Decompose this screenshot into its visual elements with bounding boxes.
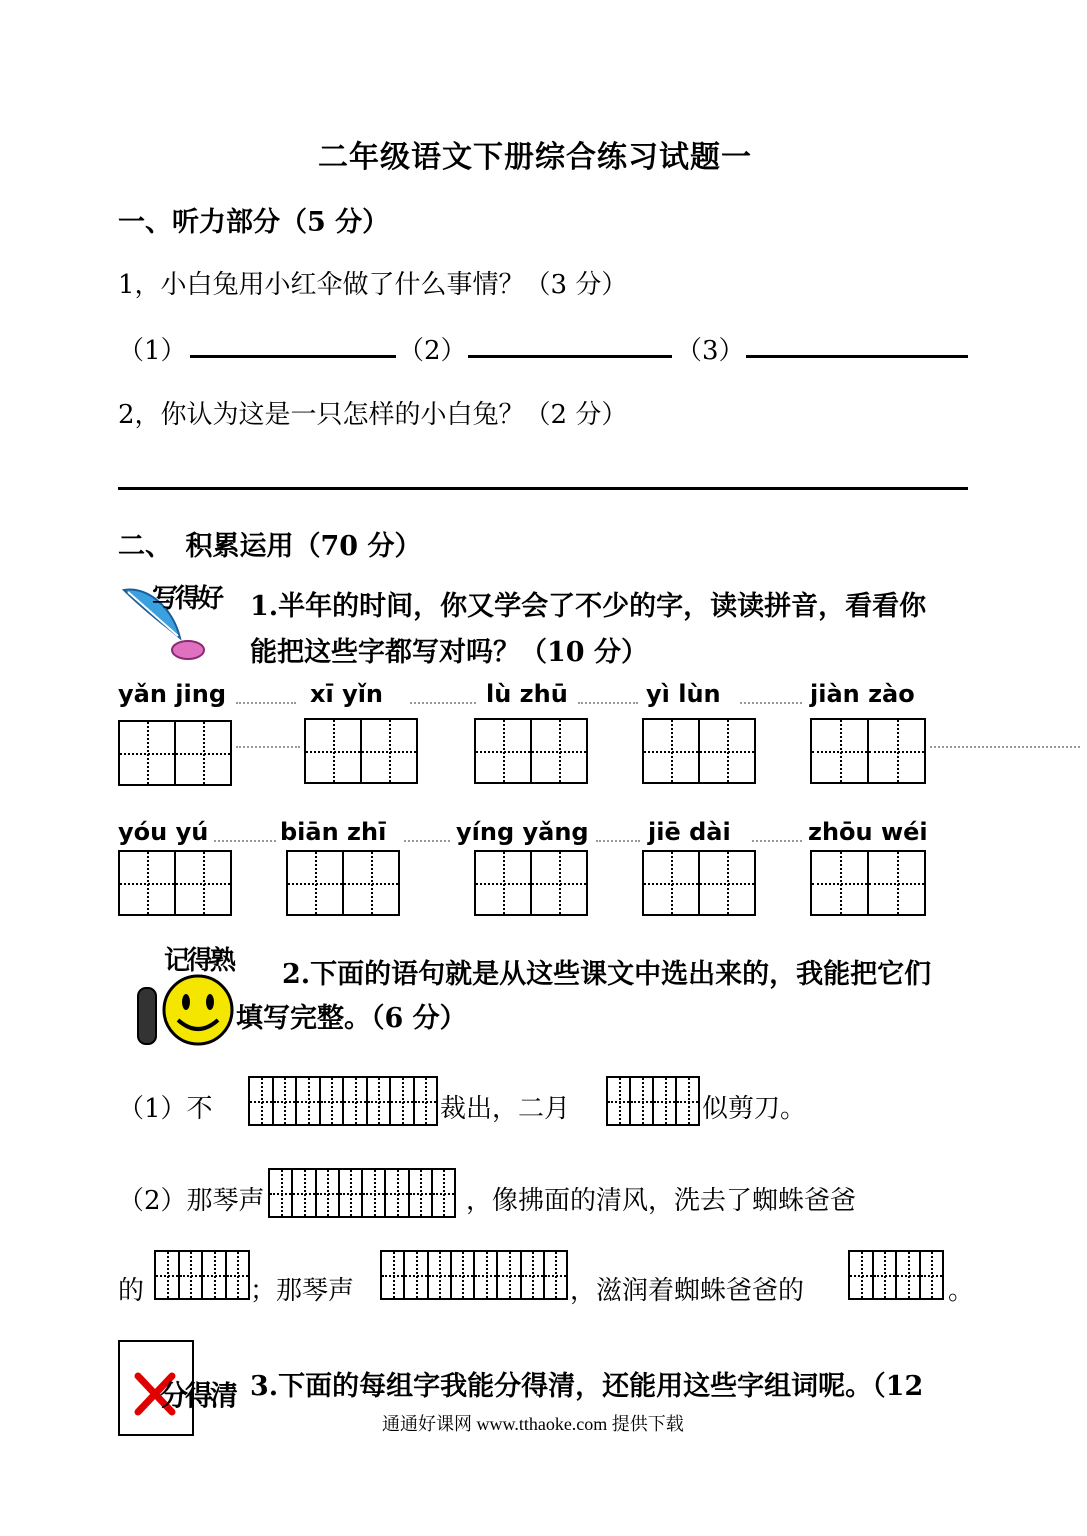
s1-suffix: 似剪刀。	[702, 1094, 807, 1124]
char-grid[interactable]	[118, 720, 232, 786]
dotted-leader	[596, 840, 640, 842]
s2-prefix: （2）那琴声	[118, 1186, 265, 1216]
part3-icon-label: 分得清	[160, 1379, 236, 1412]
blank-label-3: （3）	[676, 336, 745, 366]
s3-middle: ；那琴声	[250, 1276, 355, 1306]
dotted-leader	[236, 746, 300, 748]
char-grid[interactable]	[304, 718, 418, 784]
part2-line2: 填写完整。（6 分）	[236, 1003, 467, 1034]
pinyin-r2-3: yíng yǎng	[456, 818, 589, 846]
pinyin-r1-1: yǎn jing	[118, 680, 226, 708]
s3-prefix: 的	[118, 1276, 145, 1306]
fill-grid-4[interactable]	[606, 1076, 700, 1126]
char-grid[interactable]	[642, 850, 756, 916]
page-title: 二年级语文下册综合练习试题一	[318, 140, 752, 175]
pinyin-r2-1: yóu yú	[118, 818, 209, 846]
part2-icon-label: 记得熟	[164, 946, 234, 976]
dotted-leader	[740, 702, 802, 704]
footer-text: 通通好课网 www.tthaoke.com 提供下载	[382, 1414, 684, 1434]
s3-end: 。	[948, 1276, 975, 1306]
fill-grid-4[interactable]	[848, 1250, 944, 1300]
fill-grid-8[interactable]	[380, 1250, 568, 1300]
part1-icon-label: 写得好	[152, 584, 222, 614]
fill-grid-4[interactable]	[154, 1250, 250, 1300]
pinyin-r2-5: zhōu wéi	[808, 818, 928, 846]
pinyin-r2-4: jiē dài	[648, 818, 731, 846]
pinyin-r1-4: yì lùn	[646, 680, 721, 708]
part1-line1: 1.半年的时间，你又学会了不少的字，读读拼音，看看你	[250, 591, 927, 622]
fill-grid-8[interactable]	[268, 1168, 456, 1218]
dotted-leader	[930, 746, 1080, 748]
section1-heading: 一、听力部分（5 分）	[118, 207, 390, 238]
s3-tail: ，滋润着蜘蛛爸爸的	[570, 1276, 805, 1306]
char-grid[interactable]	[286, 850, 400, 916]
s1-middle: 裁出，二月	[440, 1094, 571, 1124]
answer-blank-3[interactable]	[746, 355, 968, 358]
part2-line1: 2.下面的语句就是从这些课文中选出来的，我能把它们	[282, 959, 932, 990]
char-grid[interactable]	[118, 850, 232, 916]
char-grid[interactable]	[474, 718, 588, 784]
part1-line2: 能把这些字都写对吗？（10 分）	[250, 637, 648, 668]
pinyin-r1-2: xī yǐn	[310, 680, 384, 708]
dotted-leader	[404, 840, 450, 842]
dotted-leader	[214, 840, 276, 842]
s2-suffix: ，像拂面的清风，洗去了蜘蛛爸爸	[466, 1186, 857, 1216]
blank-label-2: （2）	[398, 336, 467, 366]
part3-line1: 3.下面的每组字我能分得清，还能用这些字组词呢。（12	[250, 1371, 924, 1402]
char-grid[interactable]	[810, 718, 926, 784]
dotted-leader	[236, 702, 296, 704]
question-1: 1，小白兔用小红伞做了什么事情？（3 分）	[118, 270, 628, 300]
char-grid[interactable]	[474, 850, 588, 916]
s1-prefix: （1）不	[118, 1094, 213, 1124]
dotted-leader	[752, 840, 802, 842]
answer-line-q2[interactable]	[118, 487, 968, 490]
pinyin-r2-2: biān zhī	[280, 818, 387, 846]
question-2: 2，你认为这是一只怎样的小白兔？（2 分）	[118, 400, 628, 430]
dotted-leader	[578, 702, 638, 704]
char-grid[interactable]	[810, 850, 926, 916]
answer-blank-2[interactable]	[468, 355, 672, 358]
section2-heading: 二、 积累运用（70 分）	[118, 531, 422, 562]
char-grid[interactable]	[642, 718, 756, 784]
blank-label-1: （1）	[118, 336, 187, 366]
dotted-leader	[410, 702, 476, 704]
fill-grid-7[interactable]	[248, 1076, 438, 1126]
pinyin-r1-3: lù zhū	[486, 680, 568, 708]
answer-blank-1[interactable]	[190, 355, 396, 358]
pinyin-r1-5: jiàn zào	[810, 680, 915, 708]
